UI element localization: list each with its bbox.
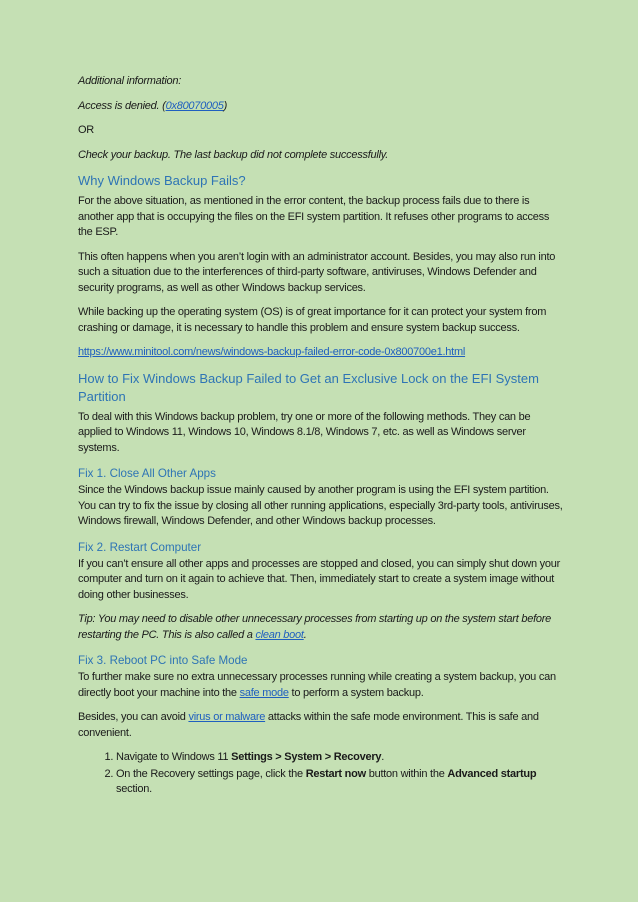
why-paragraph-1: For the above situation, as mentioned in the error content, the backup process fails due to there is another app that is occupying the files on the EFI system partition. It refuses other programs to access the ESP. bbox=[78, 195, 550, 238]
howto-paragraph: To deal with this Windows backup problem, try one or more of the following methods. They can be applied to Windows 11, Windows 10, Windows 8.1/8, Windows 7, etc. as well as Windows server systems. bbox=[78, 410, 531, 454]
source-link-paragraph bbox=[78, 345, 564, 361]
howto-heading: How to Fix Windows Backup Failed to Get an Exclusive Lock on the EFI System Partition bbox=[78, 370, 539, 404]
why-paragraph-3: While backing up the operating system (OS) is of great importance for it can protect your system from crashing or damage, it is necessary to handle this problem and ensure system backup success. bbox=[78, 306, 547, 334]
safe-mode-link[interactable]: safe mode bbox=[239, 686, 289, 699]
fix2-tip: Tip: You may need to disable other unnecessary processes from starting up on the system start before restarting the PC. This is also called a clean boot. bbox=[78, 613, 552, 641]
fix2-heading: Fix 2. Restart Computer bbox=[78, 540, 202, 554]
document-content bbox=[78, 74, 564, 799]
access-denied-line: Access is denied. (0x80070005) bbox=[78, 99, 228, 112]
additional-info-heading: Additional information: bbox=[78, 75, 182, 87]
list-item: 1. Navigate to Windows 11 Settings > System > Recovery. bbox=[116, 750, 564, 766]
fix3-heading: Fix 3. Reboot PC into Safe Mode bbox=[78, 654, 248, 667]
why-paragraph-2: This often happens when you aren’t login with an administrator account. Besides, you may also run into such a situation due to the interferences of third-party software, antiviruses, Windows Defender and security programs, as well as other Windows backup services. bbox=[78, 250, 556, 294]
why-heading: Why Windows Backup Fails? bbox=[78, 173, 246, 188]
fix3-paragraph-1: To further make sure no extra unnecessary processes running while creating a system backup, you can directly boot your machine into the safe mode to perform a system backup. bbox=[78, 671, 556, 699]
fix1-heading: Fix 1. Close All Other Apps bbox=[78, 467, 216, 480]
fix2-paragraph: If you can’t ensure all other apps and processes are stopped and closed, you can simply shut down your computer and turn on it again to achieve that. Then, immediately start to create a system image without doing other businesses. bbox=[78, 557, 561, 601]
error-code-link[interactable]: 0x80070005 bbox=[165, 99, 224, 112]
list-item: 2. On the Recovery settings page, click the Restart now button within the Advanced startup section. bbox=[116, 767, 564, 798]
check-backup-line: Check your backup. The last backup did not complete successfully. bbox=[78, 148, 389, 161]
clean-boot-link[interactable]: clean boot bbox=[255, 628, 304, 641]
source-link[interactable]: https://www.minitool.com/news/windows-backup-failed-error-code-0x800700e1.html bbox=[78, 346, 466, 358]
fix1-paragraph: Since the Windows backup issue mainly caused by another program is using the EFI system partition. You can try to fix the issue by closing all other running applications, especially 3rd-party tools, antiviruses, Windows firewall, Windows Defender, and other Windows backup processes. bbox=[78, 484, 563, 527]
fix3-paragraph-2: Besides, you can avoid virus or malware attacks within the safe mode environment. This is safe and convenient. bbox=[78, 711, 539, 739]
fix3-steps-list bbox=[78, 750, 564, 798]
or-separator: OR bbox=[78, 124, 94, 136]
virus-malware-link[interactable]: virus or malware bbox=[188, 711, 266, 723]
